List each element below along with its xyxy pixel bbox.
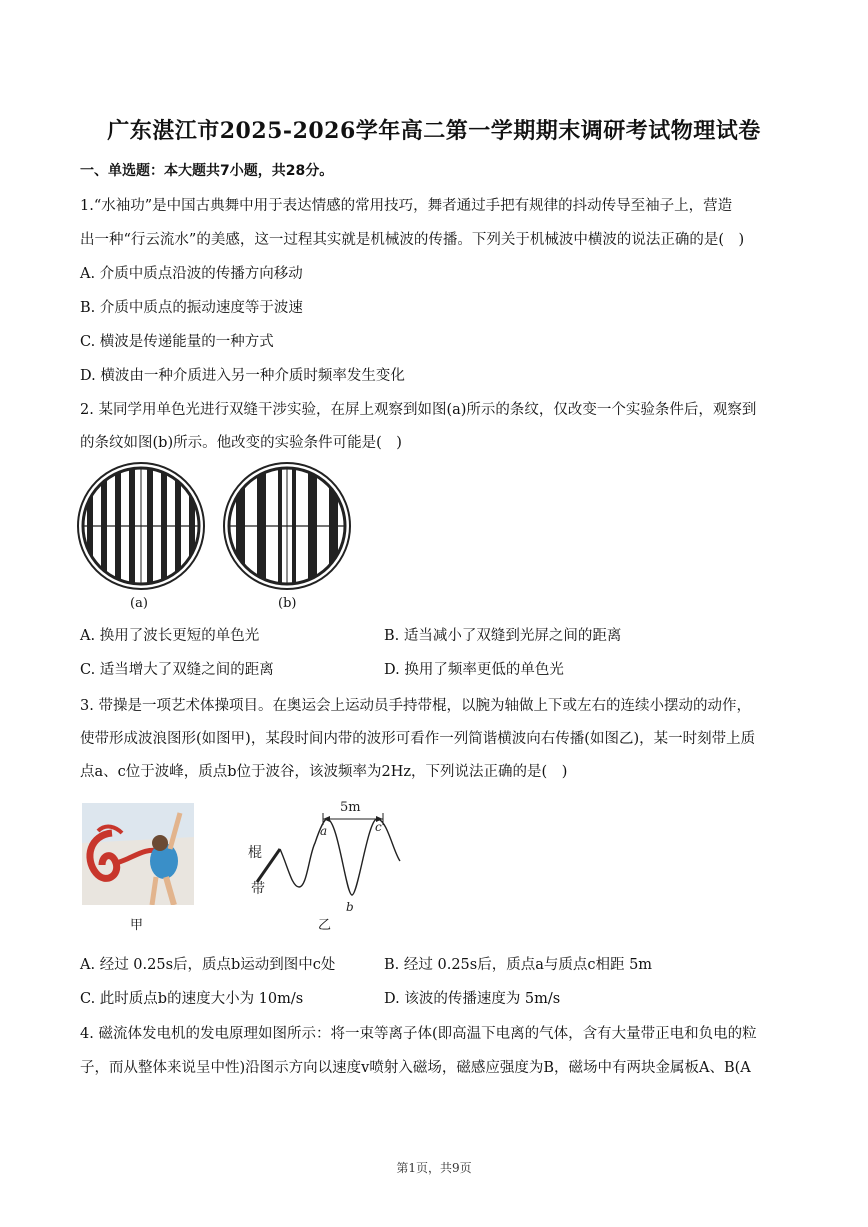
q2-option-b: B. 适当减小了双缝到光屏之间的距离 xyxy=(384,628,622,644)
gymnast-photo xyxy=(82,803,194,905)
q2-line-1: 2. 某同学用单色光进行双缝干涉实验，在屏上观察到如图(a)所示的条纹，仅改变一个实验条件后，观察到 xyxy=(80,402,757,418)
q2-line-2: 的条纹如图(b)所示。他改变的实验条件可能是( ) xyxy=(80,435,402,451)
q3-line-3: 点a、c位于波峰，质点b位于波谷，该波频率为2Hz，下列说法正确的是( ) xyxy=(80,764,568,780)
q1-option-a: A. 介质中质点沿波的传播方向移动 xyxy=(80,266,303,282)
q1-line-2: 出一种“行云流水”的美感，这一过程其实就是机械波的传播。下列关于机械波中横波的说法正确的是( ) xyxy=(80,232,745,248)
figure-label-yi: 乙 xyxy=(318,918,332,933)
q4-line-2: 子，而从整体来说呈中性)沿图示方向以速度v喷射入磁场，磁感应强度为B，磁场中有两块金属板A、B(A xyxy=(80,1060,751,1076)
ribbon-wave xyxy=(280,819,400,895)
q2-option-c: C. 适当增大了双缝之间的距离 xyxy=(80,662,274,678)
q2-option-a: A. 换用了波长更短的单色光 xyxy=(80,628,260,644)
wave-figure xyxy=(245,795,415,920)
q1-option-d: D. 横波由一种介质进入另一种介质时频率发生变化 xyxy=(80,368,405,384)
figure-label-a: (a) xyxy=(130,596,148,611)
section-heading: 一、单选题：本大题共7小题，共28分。 xyxy=(80,163,334,179)
point-c-label: c xyxy=(375,820,382,834)
q3-option-c: C. 此时质点b的速度大小为 10m/s xyxy=(80,991,304,1007)
fringe-pattern-b xyxy=(216,458,366,598)
q1-option-b: B. 介质中质点的振动速度等于波速 xyxy=(80,300,303,316)
page-footer: 第1页，共9页 xyxy=(396,1161,472,1175)
interference-figure xyxy=(76,458,366,618)
figure-label-jia: 甲 xyxy=(130,918,144,933)
point-a-label: a xyxy=(320,824,328,838)
figure-label-b: (b) xyxy=(278,596,297,611)
q2-option-d: D. 换用了频率更低的单色光 xyxy=(384,662,564,678)
q3-option-b: B. 经过 0.25s后，质点a与质点c相距 5m xyxy=(384,957,653,973)
point-b-label: b xyxy=(346,900,354,914)
q3-option-a: A. 经过 0.25s后，质点b运动到图中c处 xyxy=(80,957,336,973)
stick-label: 棍 xyxy=(248,845,262,861)
q4-line-1: 4. 磁流体发电机的发电原理如图所示：将一束等离子体(即高温下电离的气体，含有大量带正电和负电的粒 xyxy=(80,1026,757,1042)
q3-line-2: 使带形成波浪图形(如图甲)，某段时间内带的波形可看作一列简谐横波向右传播(如图乙)，某一时刻带上质 xyxy=(80,731,756,747)
page-title: 广东湛江市2025-2026学年高二第一学期期末调研考试物理试卷 xyxy=(107,118,761,144)
ribbon-label: 带 xyxy=(251,881,265,897)
q1-option-c: C. 横波是传递能量的一种方式 xyxy=(80,334,274,350)
q1-line-1: 1.“水袖功”是中国古典舞中用于表达情感的常用技巧，舞者通过手把有规律的抖动传导至袖子上，营造 xyxy=(80,198,733,214)
distance-label: 5m xyxy=(340,800,361,815)
q3-option-d: D. 该波的传播速度为 5m/s xyxy=(384,991,561,1007)
q3-line-1: 3. 带操是一项艺术体操项目。在奥运会上运动员手持带棍，以腕为轴做上下或左右的连续小摆动的动作， xyxy=(80,698,751,714)
fringe-pattern-a xyxy=(76,458,216,598)
